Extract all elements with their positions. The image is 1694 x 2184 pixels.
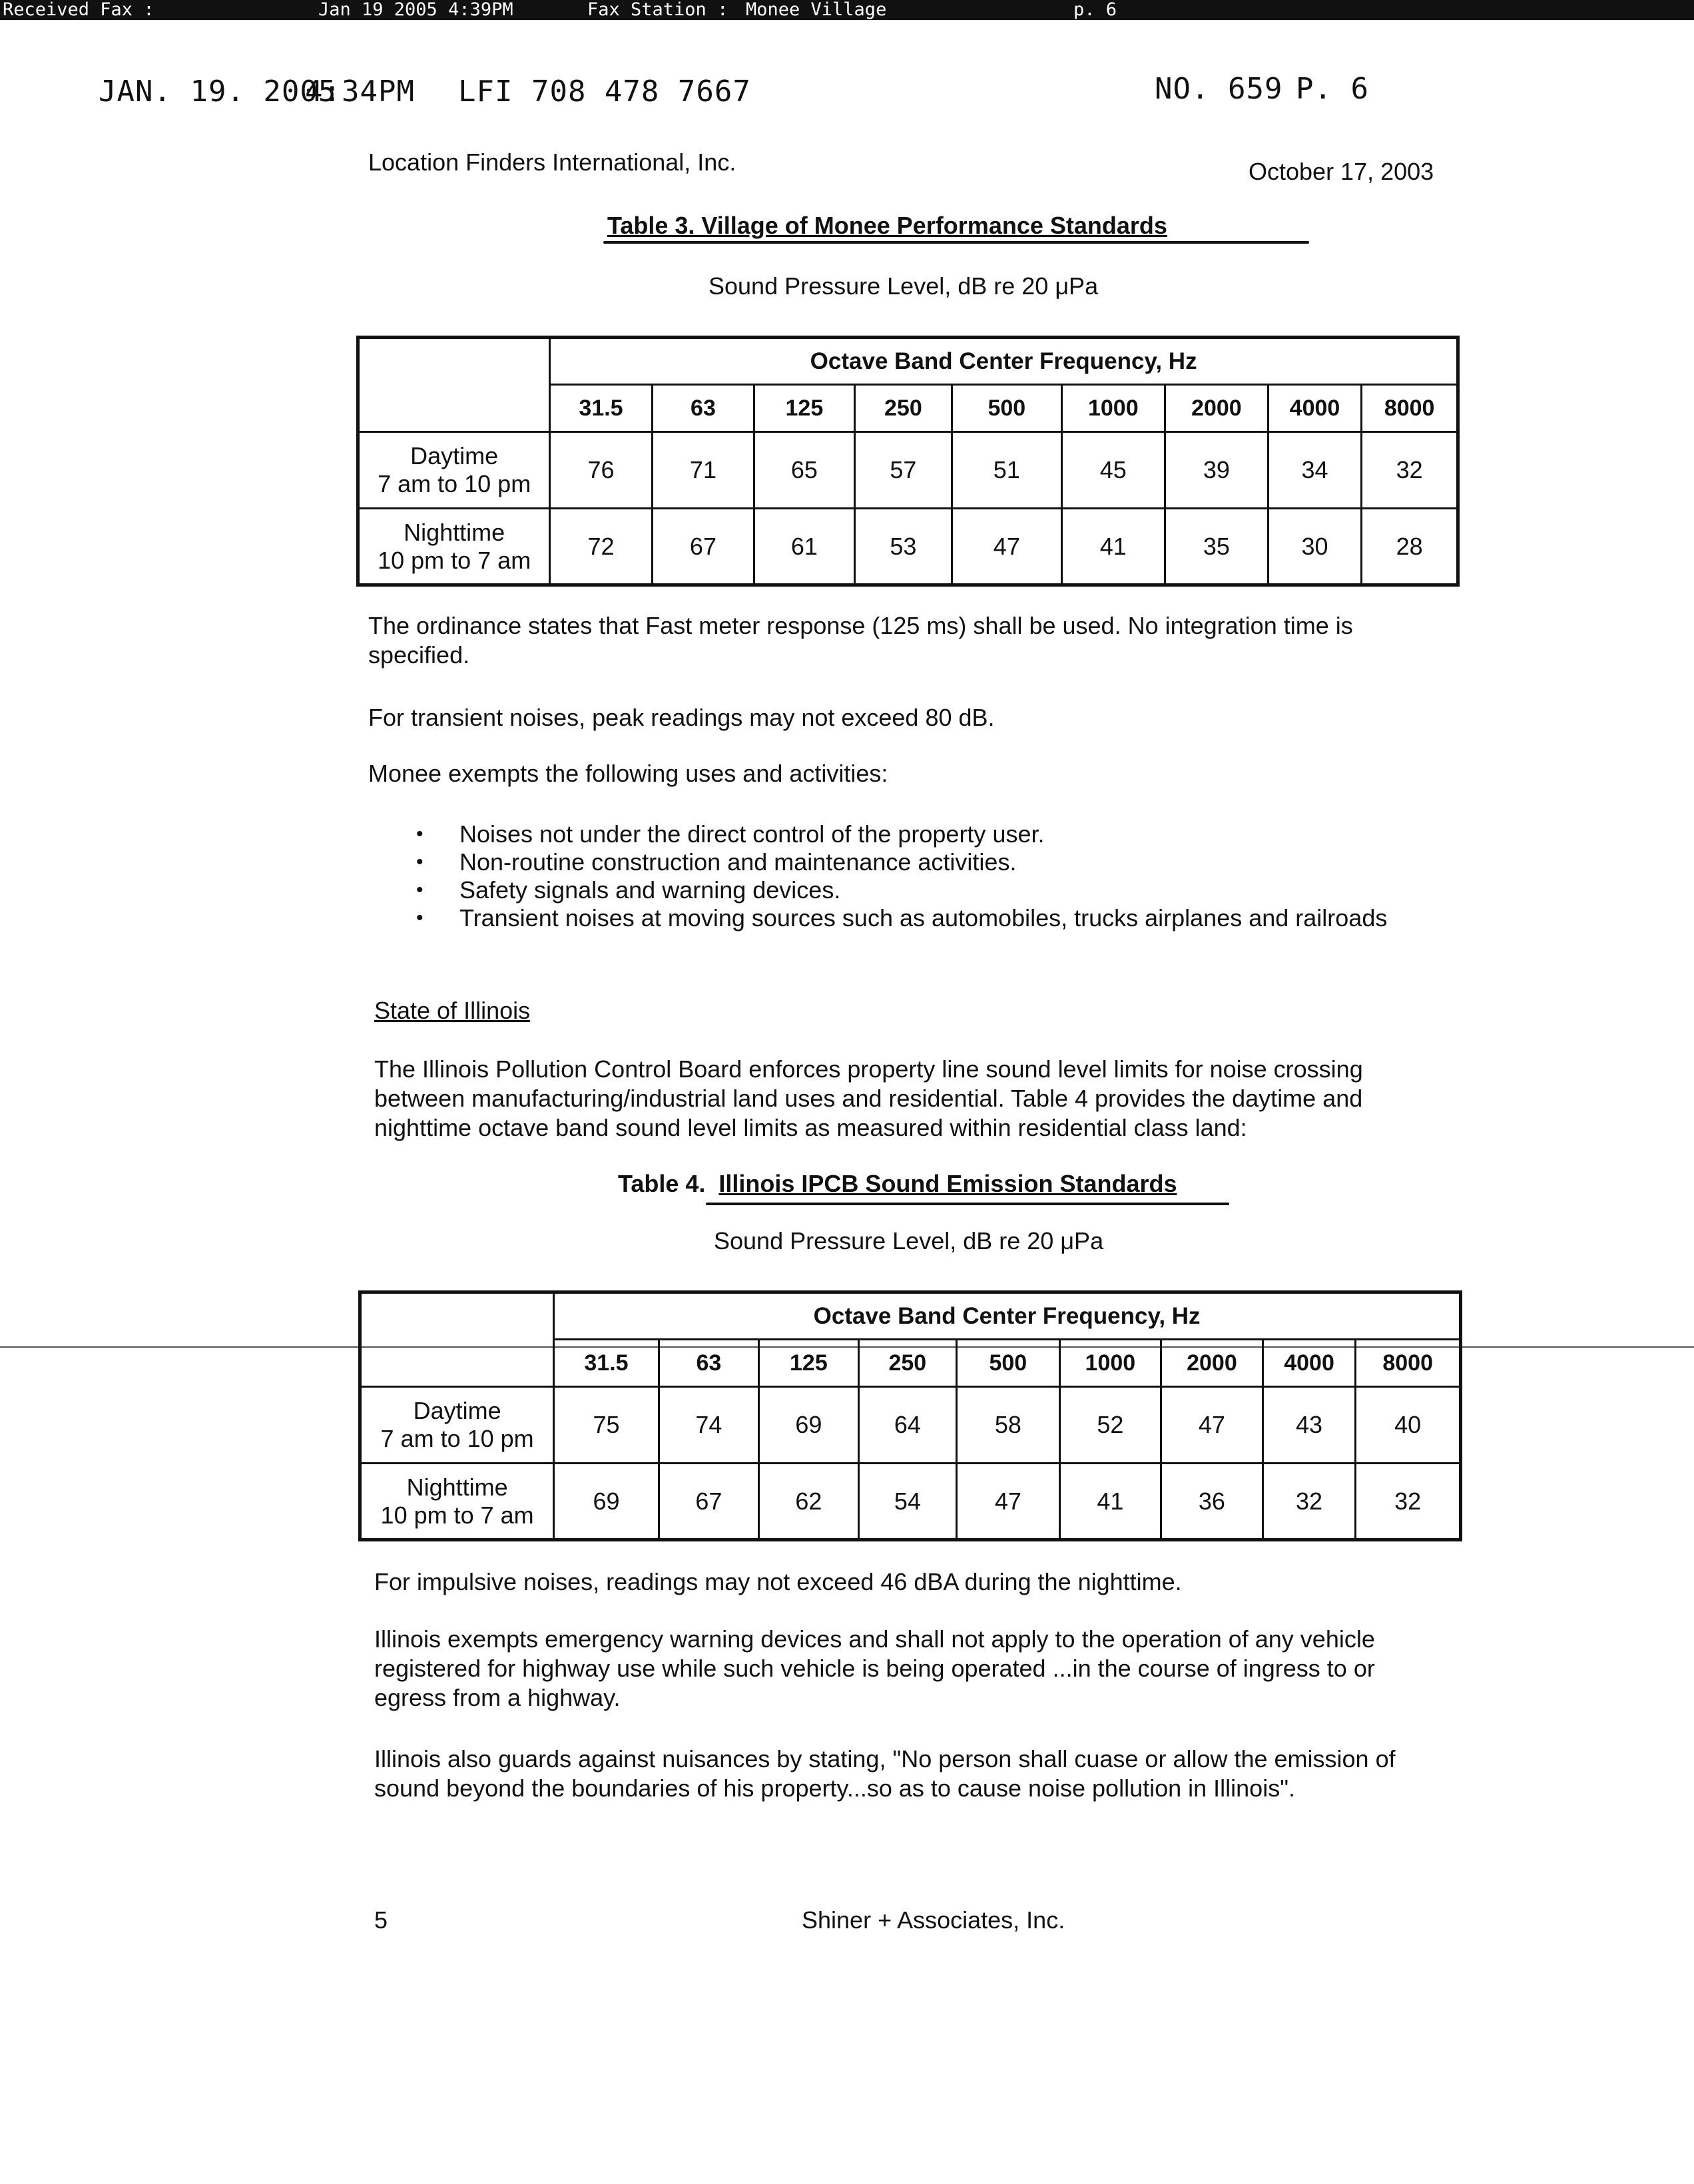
document-date: October 17, 2003: [1249, 158, 1434, 185]
table4-freq: 2000: [1161, 1340, 1263, 1387]
table-cell: 41: [1059, 1464, 1161, 1540]
table3: [356, 336, 1460, 587]
fax-time: 4:34PM: [305, 75, 415, 109]
footer-company: Shiner + Associates, Inc.: [802, 1906, 1065, 1934]
table4-freq: 31.5: [554, 1340, 659, 1387]
table4-title-prefix: Table 4.: [618, 1170, 706, 1197]
section-heading-illinois: State of Illinois: [374, 997, 531, 1024]
paragraph-illinois-exempts: Illinois exempts emergency warning devices and shall not apply to the operation of any vehicle registered for highway use while such vehicle is being operated ...in the course of ingress to or egress from a highway.: [374, 1625, 1375, 1711]
table-cell: 69: [759, 1387, 858, 1464]
table4-freq: 125: [759, 1340, 858, 1387]
row-label-line2: 10 pm to 7 am: [380, 1501, 534, 1529]
table3-freq: 250: [854, 385, 952, 432]
table-cell: 67: [652, 509, 754, 585]
table-cell: 47: [952, 509, 1061, 585]
table-cell: 47: [1161, 1387, 1263, 1464]
table3-row-label: [358, 432, 550, 509]
table-cell: 65: [754, 432, 854, 509]
table4-subtitle: Sound Pressure Level, dB re 20 μPa: [714, 1227, 1104, 1254]
table-cell: 43: [1263, 1387, 1356, 1464]
table3-freq: 63: [652, 385, 754, 432]
row-label-line2: 10 pm to 7 am: [378, 546, 531, 574]
table3-title: Table 3. Village of Monee Performance Standards: [607, 212, 1167, 239]
list-item: • Transient noises at moving sources such as automobiles, trucks airplanes and railroads: [416, 904, 1402, 932]
paragraph-meter-response: The ordinance states that Fast meter response (125 ms) shall be used. No integration time is specified.: [368, 612, 1353, 669]
table3-freq: 2000: [1165, 385, 1269, 432]
table-row: [360, 1464, 1461, 1540]
table-cell: 32: [1263, 1464, 1356, 1540]
table-cell: 58: [957, 1387, 1059, 1464]
title-underline-stroke: [603, 241, 1309, 244]
table4-freq: 8000: [1356, 1340, 1461, 1387]
table-cell: 53: [854, 509, 952, 585]
paragraph-nuisances: Illinois also guards against nuisances by stating, "No person shall cuase or allow the emission of sound beyond the boundaries of his property...so as to cause noise pollution in Illinois".: [374, 1745, 1396, 1802]
table-cell: 67: [659, 1464, 758, 1540]
table-cell: 76: [550, 432, 653, 509]
list-item: • Safety signals and warning devices.: [416, 876, 1402, 904]
table-cell: 62: [759, 1464, 858, 1540]
table-cell: 52: [1059, 1387, 1161, 1464]
paragraph-transient-noises: For transient noises, peak readings may not exceed 80 dB.: [368, 704, 995, 731]
table-cell: 32: [1356, 1464, 1461, 1540]
exemptions-list: [416, 820, 1402, 932]
fax-date: JAN. 19. 2005: [99, 75, 337, 109]
table-row: [360, 1387, 1461, 1464]
table3-corner-cell: [358, 338, 550, 432]
title-underline-stroke: [706, 1203, 1229, 1205]
row-label-line1: Nighttime: [406, 1473, 508, 1501]
paragraph-impulsive-noises: For impulsive noises, readings may not exceed 46 dBA during the nighttime.: [374, 1568, 1182, 1595]
table4-freq: 500: [957, 1340, 1059, 1387]
table3-frequency-header: Octave Band Center Frequency, Hz: [550, 338, 1458, 385]
table-cell: 51: [952, 432, 1061, 509]
table-cell: 30: [1268, 509, 1362, 585]
table3-freq: 125: [754, 385, 854, 432]
table-cell: 71: [652, 432, 754, 509]
fax-header-bar: [0, 0, 1694, 20]
table3-freq: 500: [952, 385, 1061, 432]
table-cell: 61: [754, 509, 854, 585]
table-cell: 64: [858, 1387, 957, 1464]
table-cell: 35: [1165, 509, 1269, 585]
table4-freq: 4000: [1263, 1340, 1356, 1387]
table3-subtitle: Sound Pressure Level, dB re 20 μPa: [708, 272, 1099, 300]
table-cell: 34: [1268, 432, 1362, 509]
table4-row-label: [360, 1464, 554, 1540]
table3-freq: 31.5: [550, 385, 653, 432]
row-label-line1: Nighttime: [404, 518, 505, 546]
fax-station-label: Fax Station :: [587, 0, 728, 20]
fax-page: p. 6: [1073, 0, 1117, 20]
page-number: 5: [374, 1906, 388, 1934]
table4: [358, 1290, 1462, 1541]
table3-freq: 8000: [1362, 385, 1458, 432]
table-cell: 41: [1061, 509, 1165, 585]
row-label-line2: 7 am to 10 pm: [380, 1425, 534, 1452]
table4-freq: 1000: [1059, 1340, 1161, 1387]
table-cell: 72: [550, 509, 653, 585]
table-row: [358, 432, 1458, 509]
table-cell: 32: [1362, 432, 1458, 509]
fax-received-label: Received Fax :: [3, 0, 154, 20]
table4-corner-cell: [360, 1292, 554, 1387]
paragraph-exemptions-intro: Monee exempts the following uses and activities:: [368, 760, 888, 787]
list-item: • Noises not under the direct control of the property user.: [416, 820, 1402, 848]
table-cell: 45: [1061, 432, 1165, 509]
table-cell: 40: [1356, 1387, 1461, 1464]
table4-row-label: [360, 1387, 554, 1464]
table4-title: [618, 1169, 1177, 1199]
row-label-line1: Daytime: [410, 442, 499, 469]
fax-page-number: P. 6: [1296, 72, 1369, 106]
table3-freq: 4000: [1268, 385, 1362, 432]
fax-number: NO. 659: [1155, 72, 1283, 106]
paragraph-illinois-board: The Illinois Pollution Control Board enforces property line sound level limits for noise crossing between manufacturing/industrial land uses and residential. Table 4 provides the daytime and nighttime octave band sound level limits as measured within residential class land:: [374, 1055, 1363, 1141]
table-cell: 39: [1165, 432, 1269, 509]
list-item: • Non-routine construction and maintenance activities.: [416, 848, 1402, 876]
table4-freq: 63: [659, 1340, 758, 1387]
row-label-line2: 7 am to 10 pm: [378, 470, 531, 497]
table4-title-main: Illinois IPCB Sound Emission Standards: [718, 1170, 1177, 1197]
table-row: [358, 509, 1458, 585]
company-name: Location Finders International, Inc.: [368, 148, 736, 176]
table-cell: 54: [858, 1464, 957, 1540]
table-cell: 69: [554, 1464, 659, 1540]
table3-row-label: [358, 509, 550, 585]
table3-freq: 1000: [1061, 385, 1165, 432]
table-cell: 36: [1161, 1464, 1263, 1540]
table-cell: 28: [1362, 509, 1458, 585]
table4-freq: 250: [858, 1340, 957, 1387]
table-cell: 57: [854, 432, 952, 509]
fax-station: Monee Village: [746, 0, 887, 20]
table-cell: 74: [659, 1387, 758, 1464]
fax-sender: LFI 708 478 7667: [458, 75, 751, 109]
table-cell: 75: [554, 1387, 659, 1464]
table-cell: 47: [957, 1464, 1059, 1540]
fax-datetime: Jan 19 2005 4:39PM: [318, 0, 513, 20]
table4-frequency-header: Octave Band Center Frequency, Hz: [554, 1292, 1461, 1340]
row-label-line1: Daytime: [413, 1397, 501, 1424]
